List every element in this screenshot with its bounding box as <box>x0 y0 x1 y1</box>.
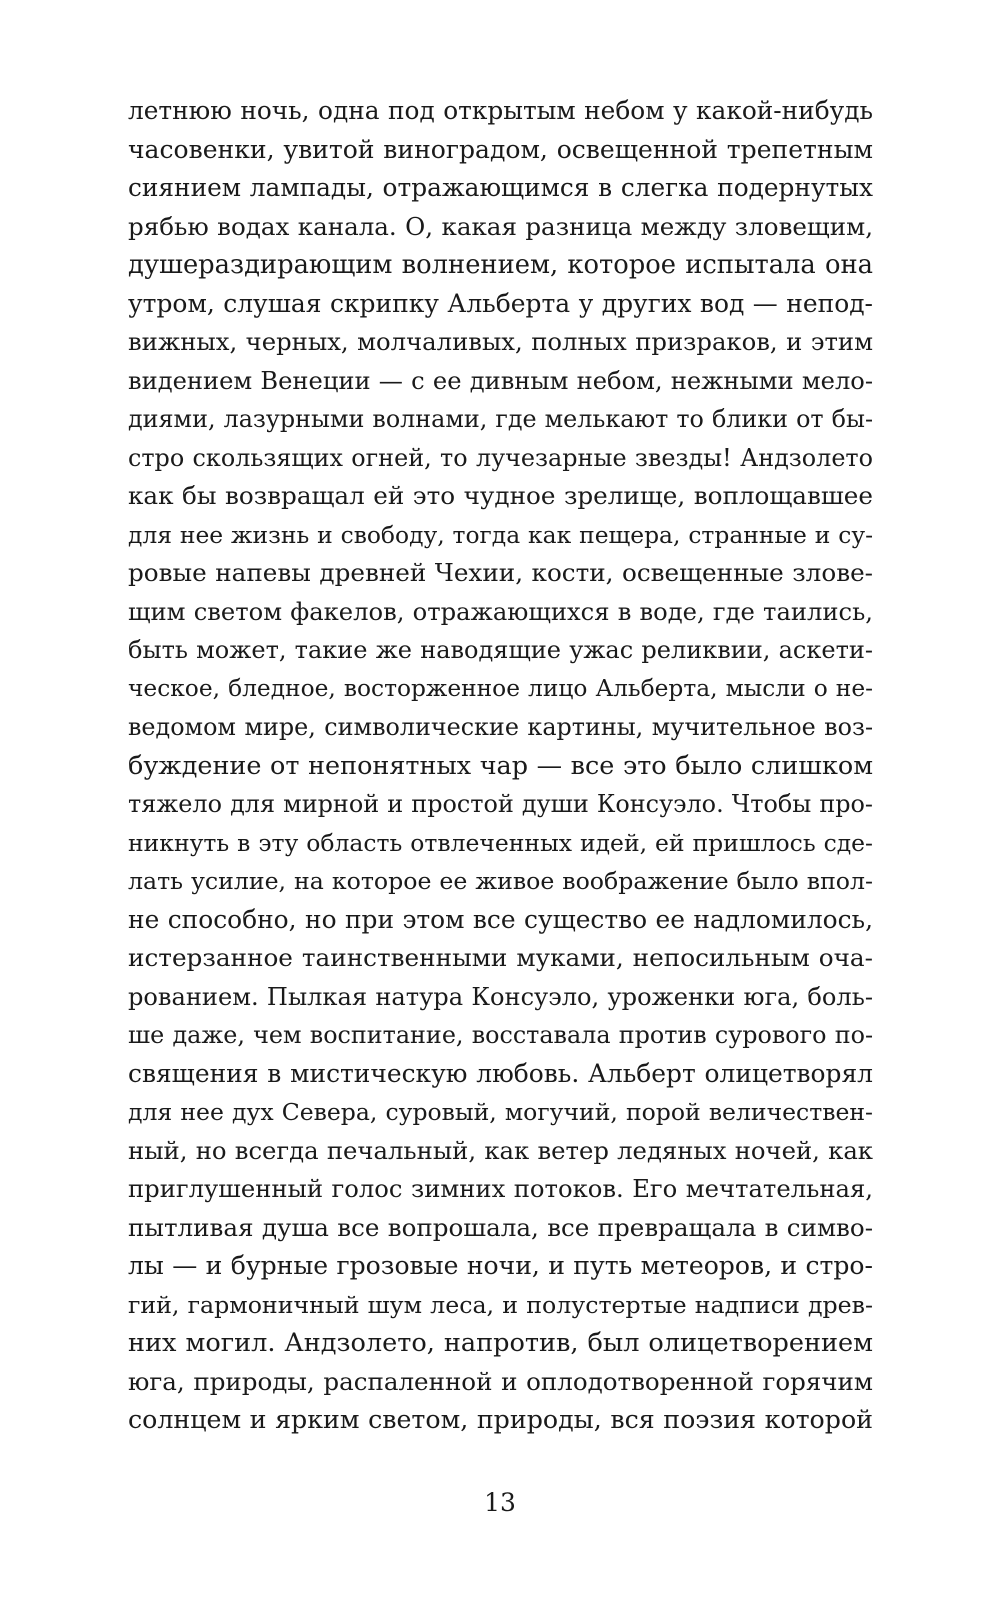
text-line: священия в мистическую любовь. Альберт олицетворял <box>128 1058 873 1088</box>
text-line: не способно, но при этом все существо ее надломилось, <box>128 904 873 934</box>
text-line: никнуть в эту область отвлеченных идей, ей пришлось сде- <box>128 828 873 857</box>
text-line: утром, слушая скрипку Альберта у других вод — непод- <box>128 288 873 318</box>
text-line: ведомом мире, символические картины, мучительное воз- <box>128 713 873 741</box>
text-line: рябью водах канала. О, какая разница между зловещим, <box>128 211 873 241</box>
text-line: стро скользящих огней, то лучезарные звезды! Андзолето <box>128 443 873 472</box>
text-line: истерзанное таинственными муками, непосильным оча- <box>128 943 873 972</box>
text-line: видением Венеции — с ее дивным небом, нежными мело- <box>128 366 873 395</box>
text-line: ше даже, чем воспитание, восставала против сурового по- <box>128 1021 873 1049</box>
text-line: лы — и бурные грозовые ночи, и путь метеоров, и стро- <box>128 1251 873 1280</box>
text-line: тяжело для мирной и простой души Консуэло. Чтобы про- <box>128 790 873 818</box>
page-number: 13 <box>484 1488 516 1517</box>
text-line: как бы возвращал ей это чудное зрелище, воплощавшее <box>128 481 873 510</box>
text-line: диями, лазурными волнами, где мелькают то блики от бы- <box>128 405 873 433</box>
body-text <box>128 92 873 1440</box>
text-line: часовенки, увитой виноградом, освещенной трепетным <box>128 134 873 164</box>
text-line: пытливая душа все вопрошала, все превращала в симво- <box>128 1212 873 1242</box>
text-line: для нее дух Севера, суровый, могучий, порой величествен- <box>128 1098 873 1126</box>
text-line: ный, но всегда печальный, как ветер ледяных ночей, как <box>128 1135 873 1165</box>
text-line: приглушенный голос зимних потоков. Его мечтательная, <box>128 1174 873 1203</box>
text-line: летнюю ночь, одна под открытым небом у какой-нибудь <box>128 96 873 125</box>
text-line: вижных, черных, молчаливых, полных призраков, и этим <box>128 327 873 356</box>
text-line: них могил. Андзолето, напротив, был олицетворением <box>128 1328 873 1358</box>
text-line: гий, гармоничный шум леса, и полустертые надписи древ- <box>128 1290 873 1319</box>
text-line: солнцем и ярким светом, природы, вся поэзия которой <box>128 1405 873 1434</box>
text-line: быть может, такие же наводящие ужас реликвии, аскети- <box>128 636 873 664</box>
text-line: буждение от непонятных чар — все это было слишком <box>128 750 873 781</box>
text-line: рованием. Пылкая натура Консуэло, уроженки юга, боль- <box>128 982 873 1011</box>
text-line: юга, природы, распаленной и оплодотворенной горячим <box>128 1366 873 1396</box>
text-line: сиянием лампады, отражающимся в слегка подернутых <box>128 173 873 202</box>
text-line: ческое, бледное, восторженное лицо Альберта, мысли о не- <box>128 674 873 702</box>
text-line: душераздирающим волнением, которое испытала она <box>128 250 873 280</box>
text-line: для нее жизнь и свободу, тогда как пещера, странные и су- <box>128 520 873 549</box>
text-line: лать усилие, на которое ее живое воображение было впол- <box>128 867 873 895</box>
text-line: щим светом факелов, отражающихся в воде, где таились, <box>128 597 873 626</box>
text-line: ровые напевы древней Чехии, кости, освещенные злове- <box>128 558 873 587</box>
